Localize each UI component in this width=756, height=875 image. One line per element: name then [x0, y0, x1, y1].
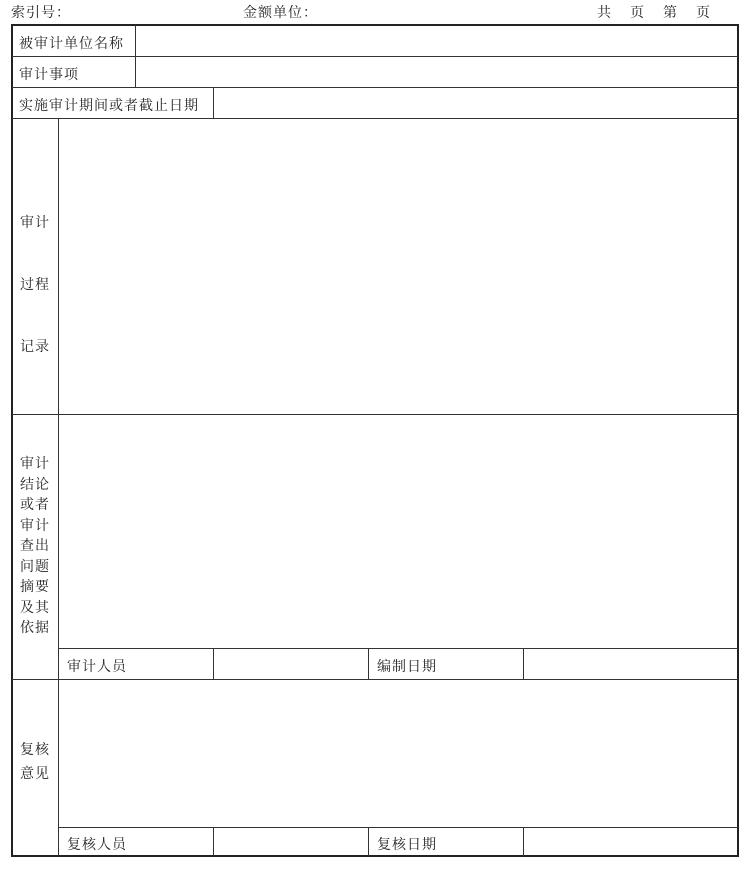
amount-unit-label: 金额单位： — [243, 5, 318, 21]
review-date-field[interactable] — [524, 828, 738, 856]
conclusion-label-line: 结论 — [20, 476, 50, 493]
audit-period-field[interactable] — [214, 88, 738, 118]
process-record-label — [12, 192, 58, 378]
index-number-label: 索引号： — [11, 5, 71, 21]
audited-unit-name-field[interactable] — [136, 26, 738, 56]
audit-matter-label: 审计事项 — [19, 67, 79, 83]
prepare-date-field[interactable] — [524, 649, 738, 679]
review-opinion-label-line: 复核 — [20, 742, 50, 758]
conclusion-field[interactable] — [59, 415, 738, 648]
review-date-label: 复核日期 — [377, 837, 437, 853]
conclusion-label-line: 或者 — [20, 497, 50, 513]
process-record-label-line: 审计 — [20, 215, 50, 231]
auditor-label: 审计人员 — [67, 659, 127, 675]
audited-unit-name-label: 被审计单位名称 — [19, 36, 124, 52]
conclusion-label-line: 摘要 — [20, 579, 50, 595]
process-record-label-line: 过程 — [20, 277, 50, 293]
page-total-prefix: 共 — [597, 5, 612, 21]
col-divider — [368, 648, 369, 679]
prepare-date-label: 编制日期 — [377, 659, 437, 675]
conclusion-label-line: 依据 — [20, 620, 50, 636]
conclusion-label — [12, 454, 58, 639]
auditor-field[interactable] — [214, 649, 368, 679]
conclusion-label-line: 审计 — [20, 517, 50, 534]
conclusion-label-line: 查出 — [20, 538, 50, 554]
conclusion-label-line: 问题 — [20, 558, 50, 575]
audit-period-label: 实施审计期间或者截止日期 — [19, 98, 199, 114]
page-total-suffix: 页 — [630, 5, 645, 21]
process-record-field[interactable] — [59, 119, 738, 414]
reviewer-label: 复核人员 — [67, 837, 127, 853]
review-opinion-label-line: 意见 — [20, 766, 50, 782]
conclusion-label-line: 及其 — [20, 599, 50, 616]
page-count-label — [597, 2, 711, 22]
col-divider — [368, 827, 369, 856]
audit-matter-field[interactable] — [136, 57, 738, 87]
review-opinion-field[interactable] — [59, 680, 738, 827]
review-opinion-label — [12, 738, 58, 786]
conclusion-label-line: 审计 — [20, 456, 50, 472]
reviewer-field[interactable] — [214, 828, 368, 856]
page-current-prefix: 第 — [663, 5, 678, 21]
process-record-label-line: 记录 — [20, 339, 50, 355]
page-current-suffix: 页 — [696, 5, 711, 21]
